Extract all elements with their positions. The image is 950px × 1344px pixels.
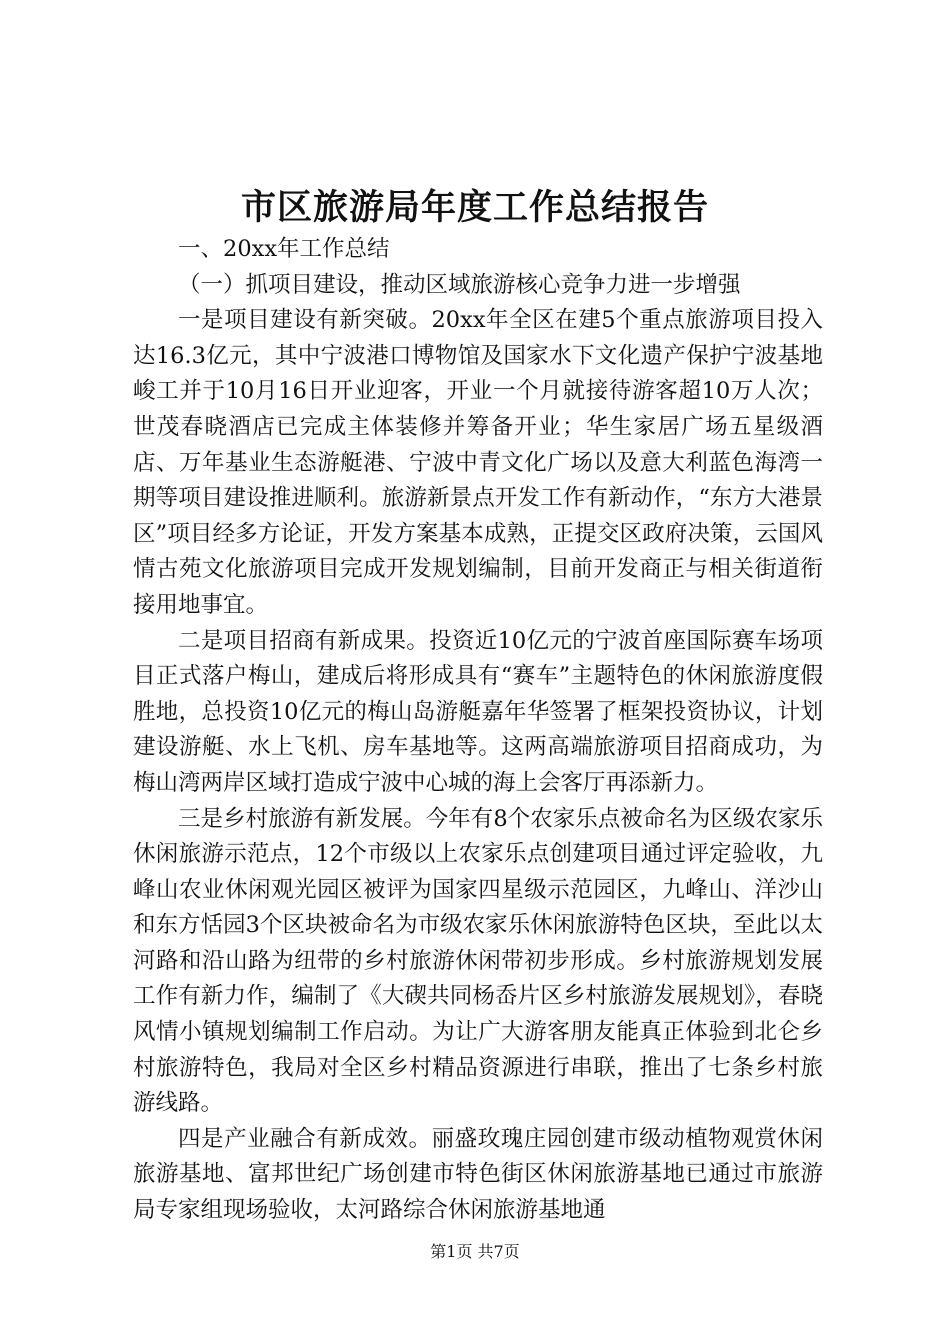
section-heading: 一、20xx年工作总结 <box>178 236 390 262</box>
paragraph-rural-tourism: 三是乡村旅游有新发展。今年有8个农家乐点被命名为区级农家乐休闲旅游示范点，12个市级以上农家乐点创建项目通过评定验收，九峰山农业休闲观光园区被评为国家四星级示范园区，九峰山、洋沙山和东方恬园3个区块被命名为市级农家乐休闲旅游特色区块，至此以太河路和沿山路为纽带的乡村旅游休闲带初步形成。乡村旅游规划发展工作有新力作，编制了《大碶共同杨岙片区乡村旅游发展规划》，春晓风情小镇规划编制工作启动。为让广大游客朋友能真正体验到北仑乡村旅游特色，我局对全区乡村精品资源进行串联，推出了七条乡村旅游线路。 <box>133 805 823 1117</box>
subsection-heading: （一）抓项目建设，推动区域旅游核心竞争力进一步增强 <box>178 271 741 298</box>
document-body <box>133 232 823 1229</box>
paragraph-industry-integration: 四是产业融合有新成效。丽盛玫瑰庄园创建市级动植物观赏休闲旅游基地、富邦世纪广场创建市特色街区休闲旅游基地已通过市旅游局专家组现场验收，太河路综合休闲旅游基地通 <box>133 1125 823 1224</box>
document-title: 市区旅游局年度工作总结报告 <box>240 187 709 228</box>
paragraph-project-construction: 一是项目建设有新突破。20xx年全区在建5个重点旅游项目投入达16.3亿元，其中宁波港口博物馆及国家水下文化遗产保护宁波基地峻工并于10月16日开业迎客，开业一个月就接待游客超10万人次；世茂春晓酒店已完成主体装修并筹备开业；华生家居广场五星级酒店、万年基业生态游艇港、宁波中青文化广场以及意大利蓝色海湾一期等项目建设推进顺利。旅游新景点开发工作有新动作，“东方大港景区”项目经多方论证，开发方案基本成熟，正提交区政府决策，云国风情古苑文化旅游项目完成开发规划编制，目前开发商正与相关街道衔接用地事宜。 <box>133 307 823 618</box>
paragraph-project-investment: 二是项目招商有新成果。投资近10亿元的宁波首座国际赛车场项目正式落户梅山，建成后将形成具有“赛车”主题特色的休闲旅游度假胜地，总投资10亿元的梅山岛游艇嘉年华签署了框架投资协议，计划建设游艇、水上飞机、房车基地等。这两高端旅游项目招商成功，为梅山湾两岸区域打造成宁波中心城的海上会客厅再添新力。 <box>133 627 823 796</box>
page-footer: 第1页 共7页 <box>430 1242 520 1261</box>
